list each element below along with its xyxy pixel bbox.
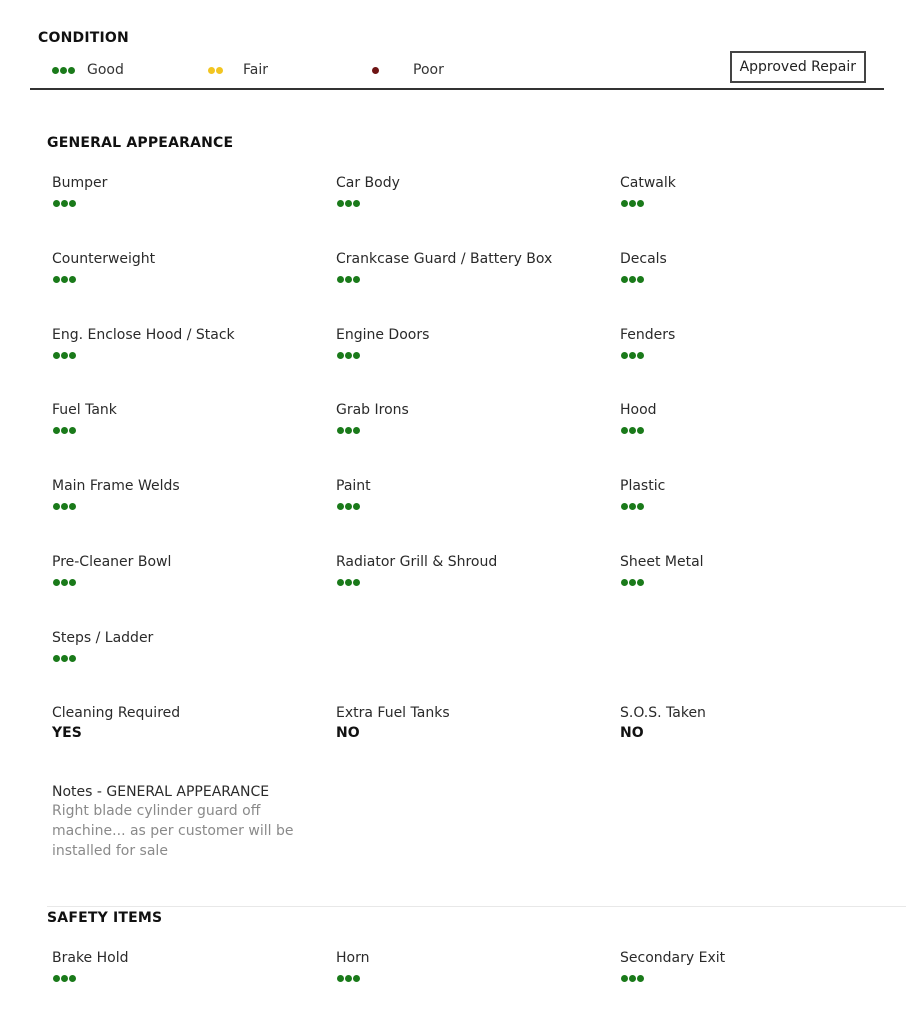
good-rating-icon	[337, 352, 360, 359]
good-rating-icon	[337, 579, 360, 586]
good-rating-icon	[337, 427, 360, 434]
item-label: Grab Irons	[336, 402, 409, 419]
item-label: Pre-Cleaner Bowl	[52, 554, 172, 570]
item-label: Secondary Exit	[620, 950, 726, 966]
good-rating-icon	[52, 67, 75, 74]
question-extra-fuel-tanks	[336, 705, 596, 741]
item-label: Fenders	[620, 326, 676, 343]
condition-item	[52, 630, 312, 666]
question-value: YES	[52, 725, 82, 741]
condition-item	[52, 327, 312, 363]
good-rating-icon	[53, 427, 76, 434]
condition-item	[620, 402, 880, 438]
condition-item	[336, 554, 596, 590]
good-rating-icon	[621, 352, 644, 359]
condition-item	[336, 175, 596, 211]
notes-line: Right blade cylinder guard off	[52, 803, 261, 819]
good-rating-icon	[621, 579, 644, 586]
condition-item	[620, 554, 880, 590]
question-label: S.O.S. Taken	[620, 705, 706, 721]
item-label: Radiator Grill & Shroud	[336, 554, 498, 570]
item-label: Steps / Ladder	[52, 629, 154, 646]
condition-item	[52, 478, 312, 514]
item-label: Eng. Enclose Hood / Stack	[52, 326, 235, 343]
item-label: Engine Doors	[336, 326, 430, 343]
safety-items-title: SAFETY ITEMS	[47, 910, 163, 926]
item-label: Car Body	[336, 175, 400, 191]
question-label: Extra Fuel Tanks	[336, 705, 450, 721]
general-appearance-notes	[52, 784, 312, 861]
item-label: Hood	[620, 402, 657, 419]
condition-item	[336, 950, 596, 986]
condition-item	[52, 950, 312, 986]
condition-item	[620, 175, 880, 211]
item-label: Decals	[620, 250, 667, 267]
question-sos-taken	[620, 705, 880, 741]
good-rating-icon	[53, 579, 76, 586]
fair-rating-icon	[208, 67, 223, 74]
item-label: Catwalk	[620, 175, 676, 191]
condition-item	[336, 251, 596, 287]
good-rating-icon	[621, 427, 644, 434]
condition-item	[52, 175, 312, 211]
good-rating-icon	[621, 975, 644, 982]
legend-good-label: Good	[87, 62, 124, 78]
question-value: NO	[620, 725, 644, 741]
legend-good	[52, 60, 124, 80]
good-rating-icon	[337, 975, 360, 982]
good-rating-icon	[53, 503, 76, 510]
legend-fair	[208, 60, 268, 80]
question-value: NO	[336, 725, 360, 741]
notes-text	[52, 801, 312, 861]
notes-line: installed for sale	[52, 843, 168, 859]
question-cleaning-required	[52, 705, 312, 741]
condition-item	[620, 478, 880, 514]
header-divider	[30, 88, 884, 90]
approved-repair-button[interactable]: Approved Repair	[730, 51, 866, 83]
item-label: Fuel Tank	[52, 402, 117, 419]
condition-title: CONDITION	[38, 30, 129, 46]
notes-line: machine... as per customer will be	[52, 823, 294, 839]
question-label: Cleaning Required	[52, 705, 181, 721]
item-label: Horn	[336, 950, 370, 966]
section-divider	[47, 906, 906, 907]
good-rating-icon	[621, 503, 644, 510]
notes-title: Notes - GENERAL APPEARANCE	[52, 784, 270, 800]
legend-fair-label: Fair	[243, 62, 268, 78]
item-label: Main Frame Welds	[52, 478, 180, 495]
good-rating-icon	[53, 200, 76, 207]
good-rating-icon	[337, 200, 360, 207]
item-label: Paint	[336, 478, 371, 495]
condition-item	[52, 251, 312, 287]
condition-item	[620, 950, 880, 986]
good-rating-icon	[337, 276, 360, 283]
good-rating-icon	[53, 276, 76, 283]
item-label: Counterweight	[52, 250, 156, 267]
condition-item	[620, 251, 880, 287]
general-appearance-title: GENERAL APPEARANCE	[47, 135, 234, 151]
condition-item	[336, 327, 596, 363]
good-rating-icon	[337, 503, 360, 510]
good-rating-icon	[53, 655, 76, 662]
condition-item	[52, 402, 312, 438]
poor-rating-icon	[372, 67, 379, 74]
item-label: Bumper	[52, 175, 108, 191]
good-rating-icon	[53, 975, 76, 982]
item-label: Sheet Metal	[620, 554, 704, 570]
legend-poor-label: Poor	[413, 62, 444, 78]
condition-item	[336, 478, 596, 514]
item-label: Crankcase Guard / Battery Box	[336, 250, 553, 267]
good-rating-icon	[621, 276, 644, 283]
legend-poor	[372, 60, 444, 80]
item-label: Plastic	[620, 478, 666, 495]
condition-item	[336, 402, 596, 438]
item-label: Brake Hold	[52, 950, 129, 966]
good-rating-icon	[621, 200, 644, 207]
condition-item	[620, 327, 880, 363]
condition-item	[52, 554, 312, 590]
good-rating-icon	[53, 352, 76, 359]
